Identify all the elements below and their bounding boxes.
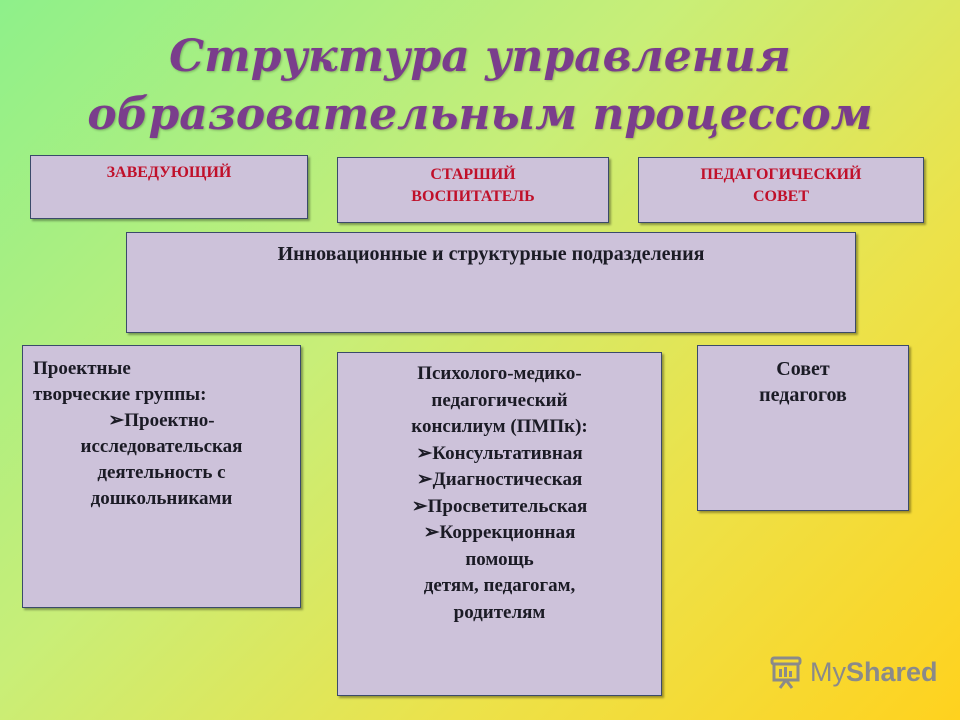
box-teachers-council: [697, 345, 909, 511]
box-council-line-2: СОВЕТ: [752, 188, 809, 205]
logo-my: My: [810, 656, 846, 687]
bullet-arrow-icon: ➢: [108, 410, 125, 431]
pmpk-item-2: Диагностическая: [432, 469, 583, 490]
logo-shared: Shared: [846, 656, 938, 687]
teachers-line-1: Совет: [776, 358, 830, 380]
box-pedagogical-council: [638, 157, 924, 223]
pmpk-line-5: детям, педагогам,: [423, 575, 576, 596]
box-head-label: ЗАВЕДУЮЩИЙ: [106, 164, 232, 181]
projects-line-5: деятельность с: [97, 462, 226, 483]
projector-screen-icon: [768, 655, 804, 689]
box-senior-line-2: ВОСПИТАТЕЛЬ: [411, 188, 535, 205]
projects-line-1: Проектные: [33, 358, 131, 379]
slide-title: [0, 28, 960, 144]
projects-line-2: творческие группы:: [33, 384, 207, 405]
bullet-arrow-icon: ➢: [411, 495, 428, 517]
box-council-line-1: ПЕДАГОГИЧЕСКИЙ: [700, 166, 862, 183]
box-project-groups: [22, 345, 301, 608]
title-line-2: образовательным процессом: [87, 89, 873, 140]
pmpk-line-6: родителям: [453, 601, 546, 623]
box-head: [30, 155, 308, 219]
pmpk-line-3: консилиум (ПМПк):: [411, 416, 588, 437]
box-innovation-units: [126, 232, 856, 333]
bullet-arrow-icon: ➢: [423, 522, 440, 543]
pmpk-item-4: Коррекционная: [439, 522, 576, 543]
title-line-1: Структура управления: [169, 31, 791, 82]
pmpk-line-2: педагогический: [431, 389, 568, 411]
projects-line-3: Проектно-: [124, 410, 215, 431]
pmpk-item-3: Просветительская: [427, 495, 588, 517]
box-innovation-label: Инновационные и структурные подразделения: [277, 243, 705, 265]
myshared-logo: [768, 652, 938, 692]
projects-line-4: исследовательская: [80, 436, 243, 457]
box-senior-line-1: СТАРШИЙ: [430, 166, 516, 183]
pmpk-line-4: помощь: [465, 548, 534, 570]
pmpk-item-1: Консультативная: [432, 442, 583, 464]
box-pmpk-council: [337, 352, 662, 696]
bullet-arrow-icon: ➢: [416, 469, 433, 490]
bullet-arrow-icon: ➢: [416, 442, 433, 464]
pmpk-line-1: Психолого-медико-: [417, 363, 582, 384]
teachers-line-2: педагогов: [759, 384, 847, 406]
box-senior-educator: [337, 157, 609, 223]
projects-line-6: дошкольниками: [90, 488, 233, 509]
